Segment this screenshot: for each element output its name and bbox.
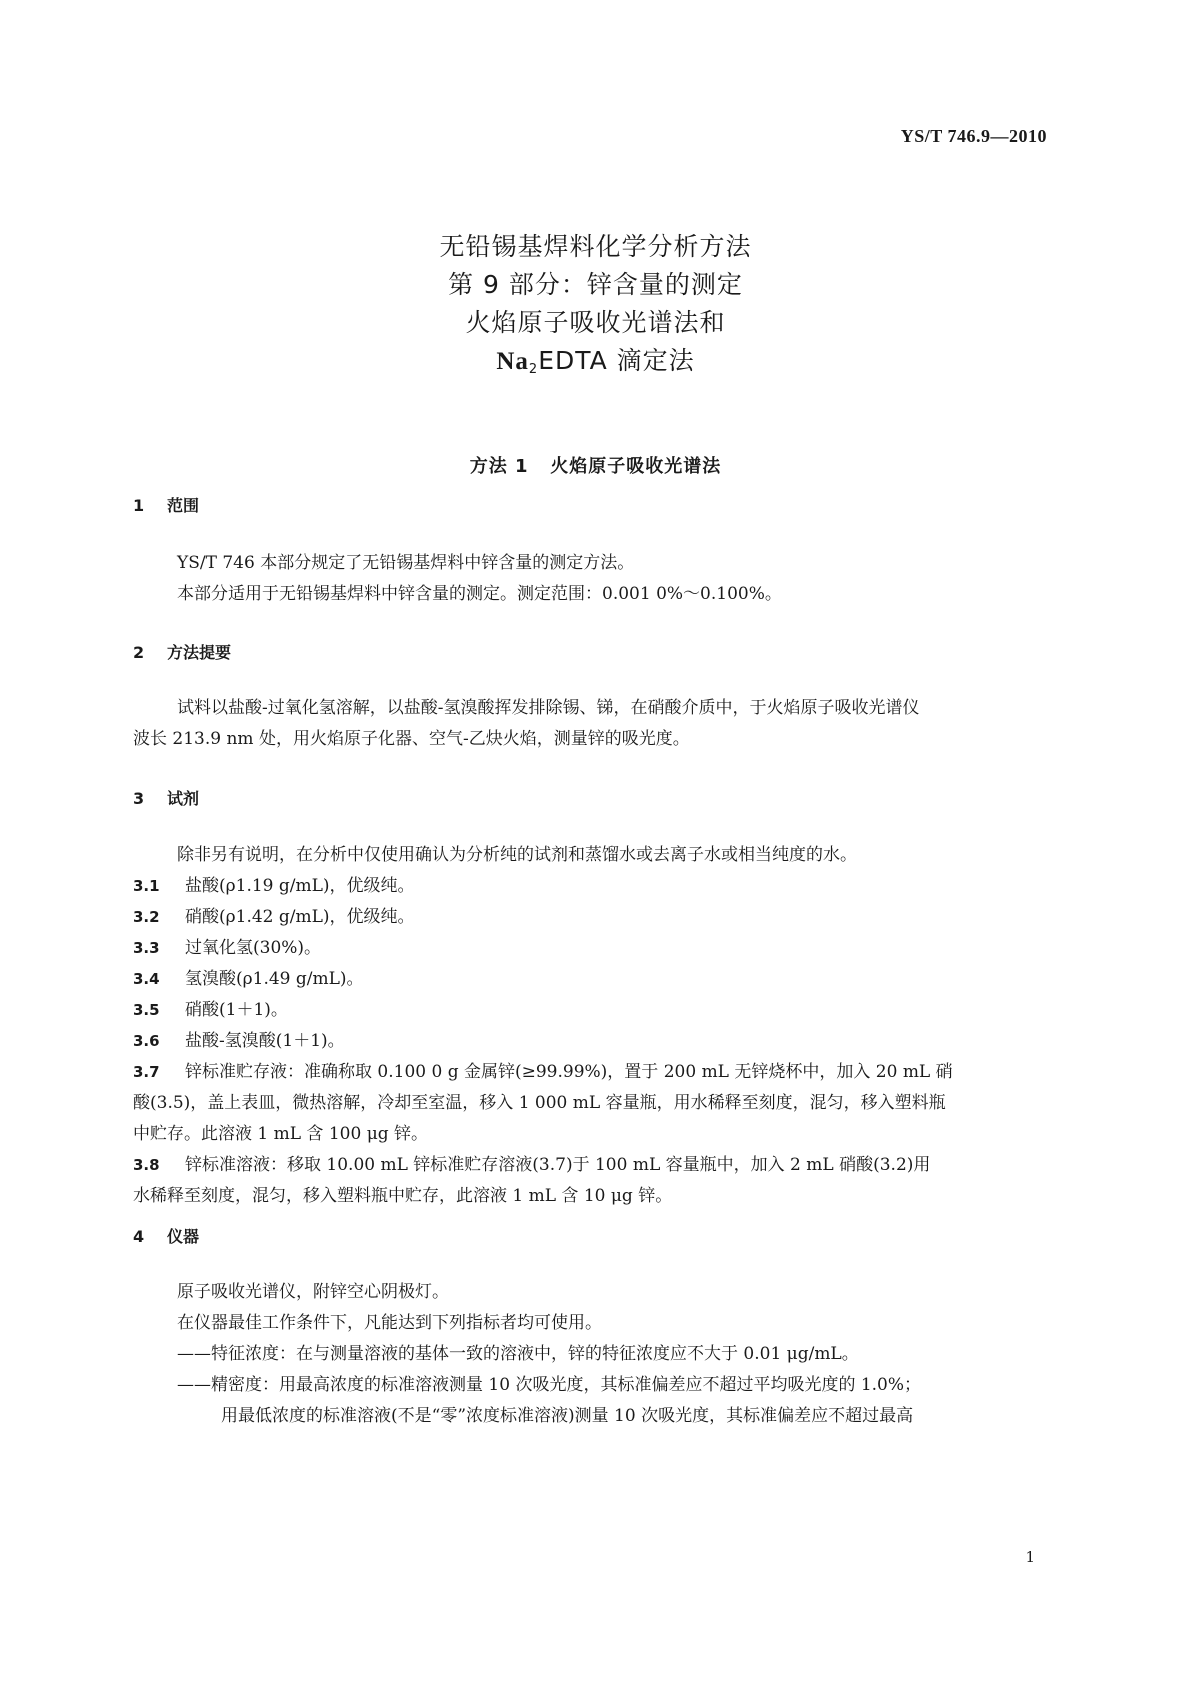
page-number: 1 bbox=[1025, 1548, 1035, 1566]
section-4-body bbox=[133, 1277, 1055, 1432]
reagent-text: 过氧化氢(30%)。 bbox=[185, 938, 322, 958]
title-formula-na: Na bbox=[496, 348, 529, 375]
reagent-number: 3.3 bbox=[133, 939, 160, 957]
section-4-paragraph-2: 在仪器最佳工作条件下，凡能达到下列指标者均可使用。 bbox=[177, 1313, 602, 1333]
reagent-number: 3.1 bbox=[133, 877, 160, 895]
reagent-text: 盐酸-氢溴酸(1＋1)。 bbox=[185, 1031, 345, 1051]
title-line-2: 第 9 部分：锌含量的测定 bbox=[448, 270, 743, 299]
reagent-item bbox=[133, 871, 1055, 902]
reagent-item bbox=[133, 964, 1055, 995]
section-3-intro: 除非另有说明，在分析中仅使用确认为分析纯的试剂和蒸馏水或去离子水或相当纯度的水。 bbox=[177, 845, 857, 865]
section-4-number: 4 bbox=[133, 1227, 145, 1246]
reagent-3-7-continued: 酸(3.5)，盖上表皿，微热溶解，冷却至室温，移入 1 000 mL 容量瓶，用水稀释至刻度，混匀，移入塑料瓶 bbox=[133, 1093, 946, 1113]
section-3-number: 3 bbox=[133, 789, 145, 808]
reagent-number: 3.8 bbox=[133, 1156, 160, 1174]
title-formula-subscript: 2 bbox=[528, 362, 539, 377]
section-3-title: 试剂 bbox=[167, 789, 200, 808]
reagent-item bbox=[133, 1026, 1055, 1057]
section-1-paragraph-2: 本部分适用于无铅锡基焊料中锌含量的测定。测定范围：0.001 0%～0.100%。 bbox=[177, 584, 782, 604]
standard-number: YS/T 746.9—2010 bbox=[900, 126, 1047, 146]
reagent-number: 3.4 bbox=[133, 970, 160, 988]
reagent-3-7-continued: 中贮存。此溶液 1 mL 含 100 μg 锌。 bbox=[133, 1124, 429, 1144]
section-1-title: 范围 bbox=[167, 496, 200, 515]
section-2-heading bbox=[133, 640, 231, 663]
reagent-item bbox=[133, 902, 1055, 933]
reagent-number: 3.2 bbox=[133, 908, 160, 926]
reagent-text: 盐酸(ρ1.19 g/mL)，优级纯。 bbox=[185, 876, 415, 896]
criterion-precision: ——精密度：用最高浓度的标准溶液测量 10 次吸光度，其标准偏差应不超过平均吸光度的 1.0%； bbox=[177, 1375, 922, 1395]
title-line-1: 无铅锡基焊料化学分析方法 bbox=[439, 232, 752, 261]
title-line-4 bbox=[0, 342, 1191, 389]
reagent-item-3-8 bbox=[133, 1150, 1055, 1181]
reagent-item bbox=[133, 995, 1055, 1026]
reagent-text: 硝酸(ρ1.42 g/mL)，优级纯。 bbox=[185, 907, 415, 927]
section-4-paragraph-1: 原子吸收光谱仪，附锌空心阴极灯。 bbox=[177, 1282, 449, 1302]
section-2-title: 方法提要 bbox=[167, 643, 232, 662]
section-1-paragraph-1: YS/T 746 本部分规定了无铅锡基焊料中锌含量的测定方法。 bbox=[177, 553, 635, 573]
section-1-number: 1 bbox=[133, 496, 145, 515]
reagent-number: 3.6 bbox=[133, 1032, 160, 1050]
reagent-number: 3.7 bbox=[133, 1063, 160, 1081]
document-title bbox=[0, 228, 1191, 389]
reagent-text: 硝酸(1＋1)。 bbox=[185, 1000, 288, 1020]
section-2-line-2: 波长 213.9 nm 处，用火焰原子化器、空气-乙炔火焰，测量锌的吸光度。 bbox=[133, 729, 690, 749]
section-2-number: 2 bbox=[133, 643, 145, 662]
section-3-body bbox=[133, 840, 1055, 1212]
section-2-body bbox=[133, 693, 1055, 755]
section-3-heading bbox=[133, 786, 199, 809]
reagent-item-3-7 bbox=[133, 1057, 1055, 1088]
title-formula-rest: EDTA 滴定法 bbox=[538, 346, 695, 375]
reagent-3-8-continued: 水稀释至刻度，混匀，移入塑料瓶中贮存，此溶液 1 mL 含 10 μg 锌。 bbox=[133, 1186, 673, 1206]
reagent-text: 锌标准溶液：移取 10.00 mL 锌标准贮存溶液(3.7)于 100 mL 容量瓶中，加入 2 mL 硝酸(3.2)用 bbox=[185, 1155, 931, 1175]
method-heading: 方法 1 火焰原子吸收光谱法 bbox=[469, 456, 722, 477]
reagent-item bbox=[133, 933, 1055, 964]
criterion-precision-continued: 用最低浓度的标准溶液(不是“零”浓度标准溶液)测量 10 次吸光度，其标准偏差应不超过最高 bbox=[221, 1406, 914, 1426]
criterion-characteristic-concentration: ——特征浓度：在与测量溶液的基体一致的溶液中，锌的特征浓度应不大于 0.01 μg/mL。 bbox=[177, 1344, 859, 1364]
title-line-3: 火焰原子吸收光谱法和 bbox=[465, 308, 726, 337]
section-1-heading bbox=[133, 493, 199, 516]
reagent-text: 氢溴酸(ρ1.49 g/mL)。 bbox=[185, 969, 364, 989]
section-1-body bbox=[133, 548, 1055, 610]
section-4-heading bbox=[133, 1224, 199, 1247]
reagent-text: 锌标准贮存液：准确称取 0.100 0 g 金属锌(≥99.99%)，置于 200 mL 无锌烧杯中，加入 20 mL 硝 bbox=[185, 1062, 953, 1082]
reagent-number: 3.5 bbox=[133, 1001, 160, 1019]
section-2-line-1: 试料以盐酸-过氧化氢溶解，以盐酸-氢溴酸挥发排除锡、锑，在硝酸介质中，于火焰原子吸收光谱仪 bbox=[177, 698, 920, 718]
section-4-title: 仪器 bbox=[167, 1227, 200, 1246]
